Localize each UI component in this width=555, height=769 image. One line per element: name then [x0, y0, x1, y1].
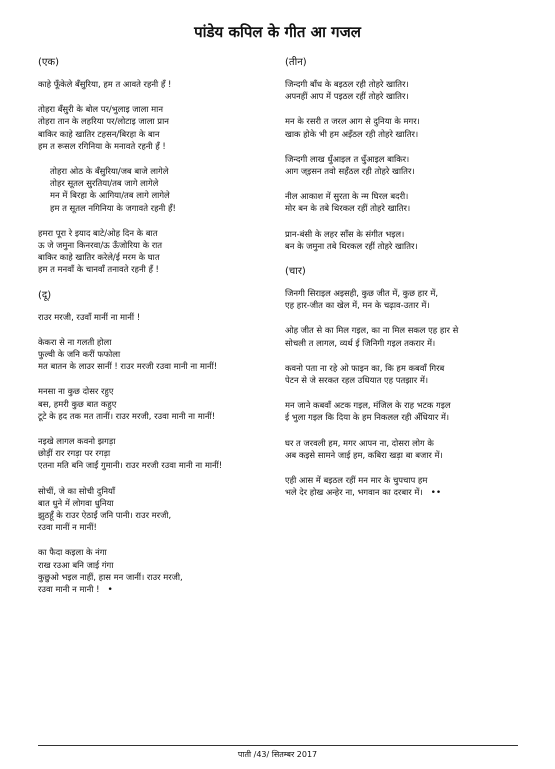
- poem-line: एह हार-जीत का खेल में, मन के चढ़ाव-उतार में।: [285, 300, 430, 311]
- stanza: [285, 190, 525, 214]
- poem-line: मनसा ना कुछ दोसर रहुए: [38, 386, 114, 397]
- right-column: [285, 56, 525, 512]
- section-label-ek: (एक): [38, 57, 60, 68]
- poem-line: प्रान-बंसी के लहर साँस के संगीत भइल।: [285, 228, 405, 239]
- poem-line: बाकिर काहे खातिर टहसन/बिरहा के बान: [38, 128, 160, 139]
- section-ek-poem: [38, 78, 268, 276]
- poem-line: नील आकाश में सुरता के न्म घिरल बदरी।: [285, 191, 409, 202]
- poem-line: जिनगी सिराइल अइसही, कुछ जीत में, कुछ हार में,: [285, 288, 439, 299]
- poem-line: राख रउआ बनि जाई गंगा: [38, 559, 114, 570]
- poem-line: राउर मरजी, रउवाँ मानीं ना मानीं !: [38, 311, 141, 322]
- stanza: [285, 153, 525, 177]
- poem-line: मन के रसरी त जरल आग से दुनिया के मगर।: [285, 116, 420, 127]
- page-title: पांडेय कपिल के गीत आ गजल: [194, 23, 361, 41]
- stanza: [285, 324, 525, 348]
- poem-line: रउवा मानी न मानी ! •: [38, 584, 113, 596]
- poem-line: टूटे के हद तक मत तानीं। राउर मरजी, रउवा मानी ना मानीं!: [38, 410, 216, 421]
- poem-line: हम त सूतल नगिनिया के जगावते रहनी हँ!: [50, 202, 176, 213]
- poem-line: ई भुला गइल कि दिया के हम निकलल रही अँधियार में।: [285, 412, 450, 423]
- stanza: [285, 287, 525, 311]
- poem-line: काहे फूँकेले बँसुरिया, हम त आवते रहनी हँ !: [38, 79, 172, 89]
- poem-line: आग ज्इसन तवो सहँठल रही तोहरे खातिर।: [285, 166, 415, 177]
- poem-line: एतना मति बनि जाईं गुमानी। राउर मरजी रउवा मानी ना मानीं!: [38, 460, 223, 471]
- poem-line: तोहरा तान के लहरिया पर/लोटाइ जाला प्रान: [38, 116, 169, 127]
- poem-line: अब कइसे सामने जाई हम, कबिरा खड़ा बा बजार में।: [285, 449, 443, 460]
- poem-line: का फैदा कइला के नंगा: [38, 547, 107, 558]
- poem-line: झुठहूँ के राउर ऐठाईं जनि पानी। राउर मरजी,: [38, 510, 172, 521]
- poem-line: कुछुओ भइल नाहीं, हास मन जानीं। राउर मरजी,: [38, 571, 183, 582]
- section-label-char: (चार): [285, 266, 306, 278]
- stanza: [38, 385, 268, 422]
- stanza: [38, 227, 268, 276]
- poem-line: तोहर सूतल सुरतिया/तब जागे लागेले: [50, 178, 159, 189]
- stanza: [38, 485, 268, 534]
- poem-line: तोहरा ओठ के बँसुरिया/जब बाजे लागेले: [50, 166, 169, 177]
- poem-line: पेटन से जे सरकत रहल उधियात एह पतझार में।: [285, 375, 429, 386]
- stanza: [285, 228, 525, 252]
- stanza: [38, 435, 268, 472]
- poem-line: रउवा मानीं न मानीं!: [38, 522, 97, 533]
- poem-line: कवनो पता ना रहे ओ फाइन का, कि हम कबवाँ गिरब: [285, 362, 445, 373]
- poem-line: फुल्वी के जनि करीं फफोला: [38, 349, 121, 360]
- poem-line: केकरा से ना गलती होला: [38, 336, 112, 347]
- footer-divider: [38, 745, 518, 746]
- poem-line: भले देर होख अन्हेर ना, भगवान का दरबार में। ••: [285, 487, 442, 499]
- stanza: [285, 474, 525, 499]
- stanza: [38, 311, 268, 323]
- poem-line: बन के जमुना तबे थिरकल रहीं तोहरे खातिर।: [285, 240, 418, 251]
- poem-line: खाक होके भी हम अइँठल रही तोहरे खातिर।: [285, 128, 419, 139]
- poem-line: एही आस में बइठल रहीं मन मार के चुपचाप हम: [285, 475, 428, 486]
- section-label-du: (दू): [38, 289, 52, 301]
- poem-line: सोचली त लागल, व्यर्थ ई जिनिगी गइल तकरार में।: [285, 337, 436, 348]
- page-footer: पाती /43/ सितम्बर 2017: [237, 750, 318, 759]
- poem-line: नइखे लागल कवनो झगड़ा: [38, 436, 116, 447]
- poem-line: मन में बिरहा के आगिया/तब लागे लागेले: [50, 190, 170, 201]
- stanza: [285, 115, 525, 139]
- poem-line: मोर बन के तबे थिरकल रहीं तोहरे खातिर।: [285, 203, 411, 214]
- poem-line: जिन्दगी लाख धुँआइल त धुँआइल बाकिर।: [285, 153, 410, 164]
- stanza: [285, 399, 525, 423]
- section-char-ghazal: [285, 287, 525, 499]
- poem-line: हम त मनवाँ के चानवाँ तनावते रहनी हँ !: [38, 264, 159, 275]
- poem-line: छोड़ीं रार रगड़ा पर रगड़ा: [38, 448, 111, 459]
- poem-line: अपनहीं आप में पइठल रहीं तोहरे खातिर।: [285, 91, 409, 102]
- stanza: [285, 78, 525, 102]
- stanza: [285, 362, 525, 386]
- section-label-teen: (तीन): [285, 57, 307, 68]
- stanza: [285, 437, 525, 461]
- poem-line: मन जाने कबवाँ अटक गइल, मंजिल के राह भटक गइल: [285, 400, 451, 411]
- section-teen-ghazal: [285, 78, 525, 252]
- poem-line: जिन्दगी बाँध के बइठल रही तोहरे खातिर।: [285, 79, 409, 89]
- poem-line: बात धुने में लोगवा धुनिया: [38, 497, 114, 508]
- poem-line: सोचीं, जे का सोची दुनियाँ: [38, 485, 116, 496]
- end-ornament: ••: [430, 488, 442, 499]
- section-du-poem: [38, 311, 268, 597]
- poem-line: बस, हमरी कुछ बात कहुए: [38, 398, 117, 409]
- stanza: [38, 165, 268, 214]
- stanza: [38, 103, 268, 152]
- poem-line: घर त जरवली हम, मगर आपन ना, दोसरा लोग के: [285, 437, 434, 448]
- left-column: [38, 56, 268, 609]
- stanza: [38, 546, 268, 596]
- poem-line: तोहरा बँसुरी के बोल पर/भुलाइ जाला मान: [38, 104, 163, 115]
- end-ornament: •: [107, 585, 113, 596]
- poem-line: मत बातन के लाउर सानीं ! राउर मरजी रउवा मानी ना मानीं!: [38, 361, 218, 372]
- poem-line: ऊ जे जमुना किनरवा/ऊ ऊँजोरिया के रात: [38, 240, 163, 251]
- poem-line: हमरा पूरा रे इयाद बाटे/ओह दिन के बात: [38, 227, 158, 238]
- stanza: [38, 78, 268, 90]
- poem-line: बाकिर काहे खातिर करेले/ई मरम के घात: [38, 252, 160, 263]
- poem-line: हम त रूसल रगिनिया के मनावते रहनी हँ !: [38, 140, 166, 151]
- poem-line: ओह जीत से का मिल गइल, का ना मिल सकल एह हार से: [285, 325, 459, 336]
- stanza: [38, 336, 268, 373]
